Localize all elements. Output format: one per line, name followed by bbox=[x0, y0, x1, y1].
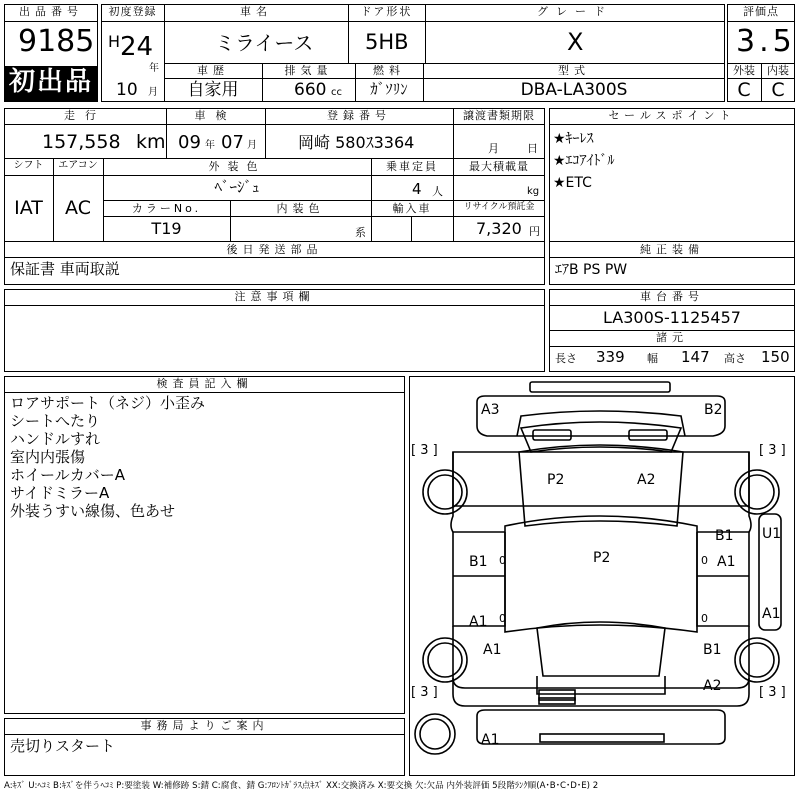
hood bbox=[517, 411, 685, 436]
notes-label: 注意事項欄 bbox=[234, 290, 315, 303]
sales-point-2: ★ｴｺｱｲﾄﾞﾙ bbox=[553, 153, 615, 169]
name-label: 車名 bbox=[240, 5, 272, 18]
width: 147 bbox=[681, 348, 710, 366]
car-name: ミライース bbox=[215, 31, 314, 55]
recycle-label: リサイクル預託金 bbox=[463, 202, 535, 212]
fuel: ｶﾞｿﾘﾝ bbox=[370, 80, 408, 98]
grade-label: グレード bbox=[537, 5, 613, 18]
mark-a1-left: A1 bbox=[469, 614, 488, 630]
score: 3.5 bbox=[736, 24, 796, 59]
mark-a1-right: A1 bbox=[717, 554, 736, 570]
color-no-label: カラーNo. bbox=[131, 202, 202, 215]
first-reg-label: 初度登録 bbox=[108, 5, 157, 18]
inspection-year-unit: 年 bbox=[205, 140, 215, 151]
roof bbox=[519, 445, 683, 526]
transfer-label: 譲渡書類期限 bbox=[463, 109, 535, 122]
reg-year: 24 bbox=[120, 32, 154, 62]
wheel-rear-right bbox=[735, 638, 779, 682]
grade: X bbox=[567, 28, 584, 56]
legend: A:ｷｽﾞ U:ﾍｺﾐ B:ｷｽﾞを伴うﾍｺﾐ P:要塗装 W:補修跡 S:錆 C:腐食、錆 G:ﾌﾛﾝﾄｶﾞﾗｽ点ｷｽﾞ XX:交換済み X:要交換 欠:欠品 内外装評価 5段階ﾗﾝｸ順(A･B･C･D･E) 2 bbox=[4, 781, 599, 791]
recycle-unit: 円 bbox=[529, 225, 540, 238]
mark-zero-left-a: 0 bbox=[499, 554, 506, 567]
later-parts-label: 後日発送部品 bbox=[226, 243, 323, 256]
mark-a3: A3 bbox=[481, 402, 500, 418]
model-label: 型式 bbox=[558, 64, 590, 77]
mark-b2: B2 bbox=[704, 402, 723, 418]
plate: 岡崎 580ｽ3364 bbox=[298, 133, 415, 152]
center-roof bbox=[505, 516, 697, 632]
reg-month-unit: 月 bbox=[148, 87, 158, 98]
mark-a1-wheel-left: A1 bbox=[483, 642, 502, 658]
mileage: 157,558 bbox=[42, 131, 121, 153]
transfer-month-unit: 月 bbox=[488, 142, 499, 155]
inspector-line-7: 外装うすい線傷、色あせ bbox=[10, 502, 176, 520]
transfer-day-unit: 日 bbox=[527, 142, 538, 155]
plate-label: 登録番号 bbox=[327, 109, 391, 122]
reg-year-unit: 年 bbox=[149, 63, 159, 74]
reg-month: 10 bbox=[116, 80, 138, 100]
mark-b1-left: B1 bbox=[469, 554, 488, 570]
mark-zero-left-b: 0 bbox=[499, 612, 506, 625]
spare-wheel bbox=[415, 714, 455, 754]
mark-u1: U1 bbox=[762, 526, 782, 542]
mark-b1-rear-right: B1 bbox=[703, 642, 722, 658]
capacity-label: 乗車定員 bbox=[386, 160, 438, 173]
front-fender-right bbox=[697, 452, 751, 532]
inspector-line-1: ロアサポート（ネジ）小歪み bbox=[10, 394, 206, 412]
aircon-label: エアコン bbox=[58, 160, 98, 171]
body-top bbox=[453, 452, 749, 506]
mark-p2-top: P2 bbox=[547, 472, 565, 488]
shift: IAT bbox=[14, 197, 43, 219]
mark-p2-center: P2 bbox=[593, 550, 611, 566]
displacement-label: 排気量 bbox=[284, 64, 333, 77]
exterior-label: 外装 bbox=[733, 64, 755, 77]
equip-label: 純正装備 bbox=[640, 243, 704, 256]
height: 150 bbox=[761, 348, 790, 366]
inspector-line-6: サイドミラーA bbox=[10, 484, 110, 502]
bottom-step bbox=[540, 734, 664, 742]
mark-a2-top: A2 bbox=[637, 472, 656, 488]
tire-top-right: [ 3 ] bbox=[759, 443, 786, 458]
office-text: 売切りスタート bbox=[10, 737, 116, 755]
recycle: 7,320 bbox=[476, 219, 522, 238]
chassis-label: 車台番号 bbox=[640, 290, 704, 303]
inspector-line-4: 室内内張傷 bbox=[10, 448, 86, 466]
later-parts: 保証書 車両取説 bbox=[10, 260, 120, 278]
capacity-unit: 人 bbox=[432, 185, 443, 198]
front-fender-left bbox=[451, 452, 505, 532]
fuel-label: 燃料 bbox=[373, 64, 405, 77]
displacement: 660 bbox=[294, 80, 327, 100]
tire-top-left: [ 3 ] bbox=[411, 443, 438, 458]
color-label: 外装色 bbox=[208, 160, 266, 173]
exterior-grade: C bbox=[737, 79, 751, 101]
inspection-label: 車検 bbox=[194, 109, 237, 122]
mark-zero-right-b: 0 bbox=[701, 612, 708, 625]
interior-label: 内装 bbox=[767, 64, 789, 77]
aircon: AC bbox=[65, 197, 91, 219]
mark-zero-right-a: 0 bbox=[701, 554, 708, 567]
rear-window bbox=[537, 622, 665, 676]
score-label: 評価点 bbox=[743, 5, 779, 18]
rear-lower-bumper bbox=[477, 710, 725, 744]
model: DBA-LA300S bbox=[520, 80, 628, 100]
mark-a2-rear: A2 bbox=[703, 678, 722, 694]
door-type: 5HB bbox=[365, 30, 409, 54]
era: H bbox=[108, 32, 121, 51]
mark-a1-far-right: A1 bbox=[762, 606, 781, 622]
specs-label: 諸元 bbox=[656, 331, 688, 344]
body-left bbox=[453, 532, 505, 626]
interior-color-label: 内装色 bbox=[276, 202, 325, 215]
sales-point-3: ★ETC bbox=[553, 175, 592, 191]
inspection-year: 09 bbox=[178, 132, 201, 153]
front-bumper bbox=[477, 396, 725, 436]
history: 自家用 bbox=[187, 80, 239, 100]
wheel-rear-left bbox=[423, 638, 467, 682]
displacement-unit: cc bbox=[331, 87, 342, 98]
history-label: 車歴 bbox=[197, 64, 229, 77]
tire-bottom-left: [ 3 ] bbox=[411, 685, 438, 700]
wiper-left bbox=[533, 430, 571, 440]
mark-b1-right: B1 bbox=[715, 528, 734, 544]
sales-label: セールスポイント bbox=[608, 109, 736, 122]
car-diagram bbox=[409, 376, 795, 776]
import-label: 輸入車 bbox=[392, 202, 432, 215]
length-label: 長さ bbox=[555, 352, 577, 365]
load-label: 最大積載量 bbox=[469, 160, 529, 173]
mileage-label: 走行 bbox=[64, 109, 106, 122]
inspection-month-unit: 月 bbox=[247, 140, 257, 151]
inspector-line-2: シートへたり bbox=[10, 412, 101, 430]
load-unit: kg bbox=[527, 186, 540, 197]
wheel-front-right bbox=[735, 470, 779, 514]
office-label: 事務局よりご案内 bbox=[140, 719, 269, 732]
inspector-line-5: ホイールカバーA bbox=[10, 466, 125, 484]
interior-grade: C bbox=[771, 79, 785, 101]
inspector-label: 検査員記入欄 bbox=[156, 377, 253, 390]
lot-label: 出品番号 bbox=[19, 5, 83, 18]
first-listing-text: 初出品 bbox=[8, 67, 93, 97]
inspector-line-3: ハンドルすれ bbox=[10, 430, 101, 448]
equip: ｴｱB PS PW bbox=[555, 262, 628, 278]
tire-bottom-right: [ 3 ] bbox=[759, 685, 786, 700]
lot-number: 9185 bbox=[18, 24, 95, 59]
rear-gate bbox=[537, 676, 665, 694]
width-label: 幅 bbox=[647, 352, 658, 365]
height-label: 高さ bbox=[724, 352, 746, 365]
color-no: T19 bbox=[151, 219, 182, 238]
mark-a1-bottom: A1 bbox=[481, 732, 500, 748]
shift-label: シフト bbox=[13, 160, 44, 171]
chassis-number: LA300S-1125457 bbox=[603, 308, 741, 327]
interior-color-unit: 系 bbox=[355, 226, 366, 239]
length: 339 bbox=[596, 348, 625, 366]
door-label: ドア形状 bbox=[360, 5, 413, 18]
color: ﾍﾞｰｼﾞｭ bbox=[214, 178, 260, 196]
wheel-front-left bbox=[423, 470, 467, 514]
mileage-unit: km bbox=[136, 131, 166, 153]
sales-point-1: ★ｷｰﾚｽ bbox=[553, 131, 594, 147]
capacity: 4 bbox=[412, 180, 422, 198]
wiper-right bbox=[629, 430, 667, 440]
front-bumper-strip bbox=[530, 382, 670, 392]
inspection-month: 07 bbox=[221, 132, 244, 153]
